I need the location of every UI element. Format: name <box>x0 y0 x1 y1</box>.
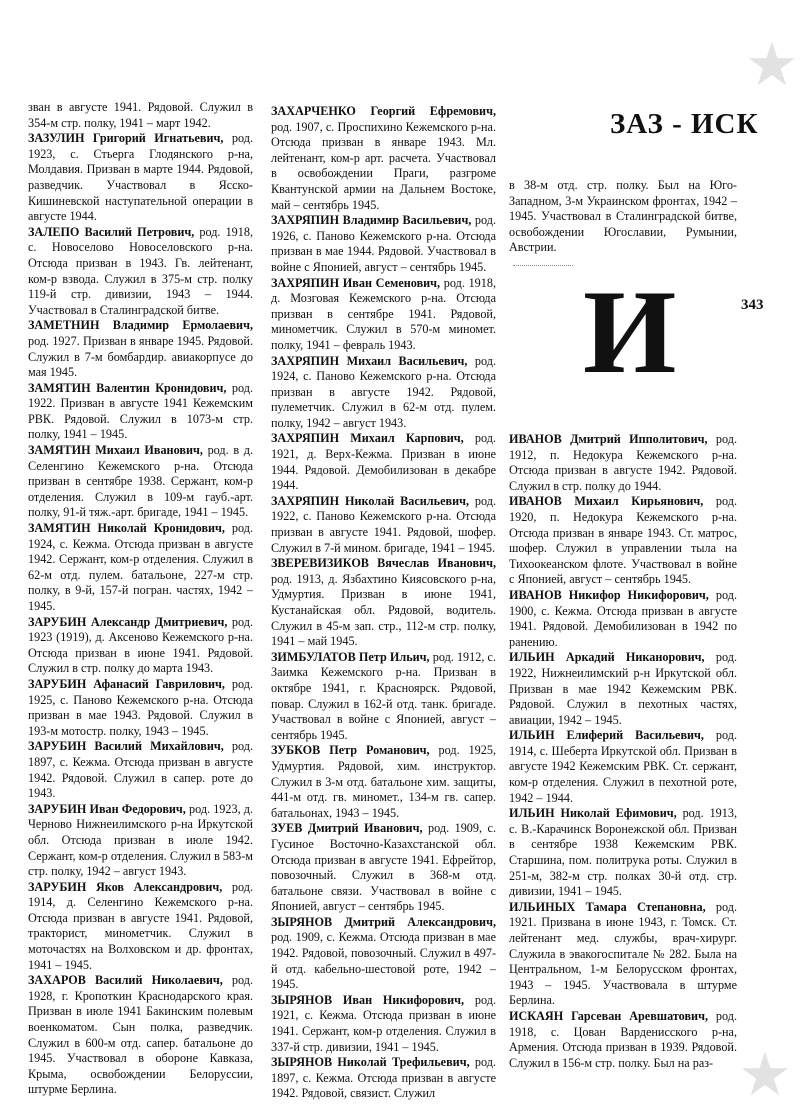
biography-entry <box>28 100 253 131</box>
entry-person-name: ЗАЗУЛИН Григорий Игнатьевич, <box>28 131 224 146</box>
entry-person-name: ЗАХРЯПИН Михаил Васильевич, <box>271 353 468 368</box>
entry-text: род. 1914, с. Шеберта Иркутской обл. Призван в августе 1942 Кежемским РВК. Ст. сержант, ком-р отделения. Служил в пехотной роте, 1942 – 1944. <box>509 728 737 805</box>
biography-entry <box>271 213 496 275</box>
entry-person-name: ЗАРУБИН Афанасий Гаврилович, <box>28 676 225 691</box>
page-number: 343 <box>741 297 764 313</box>
biography-entry <box>509 494 737 588</box>
biography-entry <box>28 973 253 1098</box>
entry-person-name: ИВАНОВ Никифор Никифорович, <box>509 587 709 602</box>
entry-person-name: ЗВЕРЕВИЗИКОВ Вячеслав Иванович, <box>271 556 496 571</box>
entry-person-name: ИЛЬИН Николай Ефимович, <box>509 806 677 821</box>
entry-text: род. 1913, с. В.-Карачинск Воронежской обл. Призван в сентябре 1938 Кежемским РВК. Старшина, пом. политрука роты. Служил в 251-м, 382-м стр. полках 30-й отд. стр. дивизии, 1941 – 1945. <box>509 806 737 899</box>
entry-text: род. 1913, д. Язбахтино Киясовского р-на, Удмуртия. Призван в июне 1941, Кустанайская обл. Рядовой, водитель. Служил в 45-м зап. стр., 112-м стр. полку, 1941 – май 1945. <box>271 571 496 649</box>
biography-entry <box>28 131 253 225</box>
entry-text: род. 1922. Призван в августе 1941 Кежемским РВК. Рядовой. Служил в 1073-м стр. полку, 1941 – 1945. <box>28 380 253 442</box>
biography-entry <box>271 650 496 744</box>
entry-text: род. 1912, с. Заимка Кежемского р-на. Призван в октябре 1941, г. Красноярск. Рядовой, повар. Служил в 162-й отд. танк. бригаде. Участвовал в войне с Японией, август – сентябрь 1945. <box>271 649 496 742</box>
entry-text: род. 1925, Удмуртия. Рядовой, хим. инструктор. Служил в 3-м отд. батальоне хим. защиты, 441-м отд. гв. миномет., 134-м гв. сапер. батальонах, 1943 – 1945. <box>271 743 496 820</box>
page-header-range: ЗАЗ - ИСК <box>610 108 759 140</box>
entry-text: род. 1918, с. Цован Варденисского р-на, Армения. Отсюда призван в 1939. Рядовой. Служил в 156-м стр. полку. Был на раз- <box>509 1008 737 1070</box>
biography-entry <box>509 728 737 806</box>
entry-text: род. 1918, д. Мозговая Кежемского р-на. Отсюда призван в сентябре 1941. Рядовой, минометчик. Служил в 570-м миномет. полку, 1941 – февраль 1943. <box>271 275 496 352</box>
entry-person-name: ЗЫРЯНОВ Николай Трефильевич, <box>271 1055 470 1070</box>
biography-entry <box>28 615 253 677</box>
entry-text: род. 1926, с. Паново Кежемского р-на. Отсюда призван в мае 1944. Рядовой. Участвовал в войне с Японией, август – сентябрь 1945. <box>271 213 496 274</box>
entry-person-name: ЗАРУБИН Иван Федорович, <box>28 801 186 816</box>
biography-entry <box>28 225 253 319</box>
watermark-star-icon: ★ <box>745 30 799 100</box>
biography-entry <box>509 806 737 900</box>
entry-person-name: ЗАРУБИН Александр Дмитриевич, <box>28 614 228 629</box>
biography-entry <box>509 588 737 650</box>
entry-person-name: ЗУБКОВ Петр Романович, <box>271 743 430 758</box>
biography-entry <box>509 178 737 256</box>
entry-text: род. 1923 (1919), д. Аксеново Кежемского р-на. Отсюда призван в июне 1941. Рядовой. Служил в стр. полку до марта 1943. <box>28 614 253 676</box>
section-letter: И <box>583 265 677 398</box>
biography-entry <box>28 802 253 880</box>
column-2 <box>271 104 496 1102</box>
entry-text: род. 1914, д. Селенгино Кежемского р-на. Отсюда призван в августе 1941. Рядовой, тракторист, минометчик. Служил в моточастях на Волховском и др. фронтах, 1941 – 1945. <box>28 879 253 972</box>
entry-person-name: ЗАХРЯПИН Николай Васильевич, <box>271 493 470 508</box>
biography-entry <box>28 381 253 443</box>
entry-person-name: ЗИМБУЛАТОВ Петр Ильич, <box>271 649 430 664</box>
biography-entry <box>271 494 496 556</box>
entry-text: род. 1923, с. Стьерга Глодянского р-на, Молдавия. Призван в марте 1944. Рядовой, разведчик. Участвовал в Ясско-Кишиневской наступательной операции в августе 1944. <box>28 131 253 224</box>
entry-person-name: ЗАМЯТИН Валентин Кронидович, <box>28 380 227 395</box>
entry-person-name: ИЛЬИН Елиферий Васильевич, <box>509 728 704 743</box>
biography-entry <box>509 900 737 1009</box>
entry-person-name: ИЛЬИН Аркадий Никанорович, <box>509 650 705 665</box>
biography-entry <box>509 650 737 728</box>
biography-entry <box>509 432 737 494</box>
entry-person-name: ЗАЛЕПО Василий Петрович, <box>28 224 195 239</box>
biography-entry <box>28 880 253 974</box>
biography-entry <box>271 104 496 213</box>
entry-person-name: ЗЫРЯНОВ Иван Никифорович, <box>271 992 465 1007</box>
entry-text: род. 1907, с. Проспихино Кежемского р-на. Отсюда призван в январе 1943. Мл. лейтенант, ком-р арт. расчета. Участвовал в освобождении Праги, разгроме Квантунской армии на Дальнем Востоке, май – сентябрь 1945. <box>271 119 496 212</box>
entry-person-name: ЗАХРЯПИН Михаил Карпович, <box>271 431 464 446</box>
biography-entry <box>271 276 496 354</box>
entry-text: в 38-м отд. стр. полку. Был на Юго-Западном, 3-м Украинском фронтах, 1942 – 1945. Участвовал в Сталинградской битве, освобождении Югославии, Румынии, Австрии. <box>509 178 737 255</box>
entry-text: род. 1922, Нижнеилимский р-н Иркутской обл. Призван в мае 1942 Кежемским РВК. Рядовой. Служил в пехотных частях, авиации, 1942 – 1945. <box>509 650 737 727</box>
entry-text: род. 1909, с. Гусиное Восточно-Казахстанской обл. Отсюда призван в августе 1941. Ефрейтор, повозочный. Служил в 368-м отд. батальоне связи. Участвовал в войне с Японией, август – сентябрь 1945. <box>271 821 497 914</box>
entry-person-name: ИВАНОВ Дмитрий Ипполитович, <box>509 432 708 446</box>
entry-text: род. 1924, с. Кежма. Отсюда призван в августе 1942. Сержант, ком-р отделения. Служил в 62-м отд. пулем. батальоне, 227-м стр. полку, в 9-й, 157-й погран. частях, 1942 – 1945. <box>28 521 253 613</box>
entry-text: род. 1918, с. Новоселово Новоселовского р-на. Отсюда призван в 1943. Гв. лейтенант, ком-р взвода. Служил в 375-м стр. полку 119-й стр. дивизии, 1943 – 1944. Участвовал в Сталинградской битве. <box>28 224 254 317</box>
entry-person-name: ЗАМЯТИН Николай Кронидович, <box>28 521 225 536</box>
biography-entry <box>509 1009 737 1071</box>
entry-person-name: ЗАРУБИН Василий Михайлович, <box>28 739 224 754</box>
entry-text: род. в д. Селенгино Кежемского р-на. Отсюда призван в сентябре 1938. Сержант, ком-р отделения. Служил в 109-м гауб.-арт. полку, 91-й тяж.-арт. бригаде, 1941 – 1945. <box>28 443 254 520</box>
entry-person-name: ЗАМЯТИН Михаил Иванович, <box>28 443 203 458</box>
column-3-top <box>509 178 737 256</box>
biography-entry <box>28 677 253 739</box>
biography-entry <box>271 556 496 650</box>
biography-entry <box>271 431 496 493</box>
biography-entry <box>271 743 496 821</box>
biography-entry <box>271 915 496 993</box>
column-1 <box>28 100 253 1098</box>
biography-entry <box>28 443 253 521</box>
entry-text: род. 1928, г. Кропоткин Краснодарского края. Призван в июле 1941 Бакинским полевым военкоматом. Сын полка, разведчик. Служил в 600-м отд. сапер. батальоне до 1945. Участвовал в обороне Кавказа, Крыма, освобождении Белоруссии, штурме Берлина. <box>28 973 253 1097</box>
entry-text: род. 1921, д. Верх-Кежма. Призван в июне 1944. Рядовой. Демобилизован в декабре 1944. <box>271 431 496 493</box>
entry-person-name: ИВАНОВ Михаил Кирьянович, <box>509 494 704 509</box>
entry-text: род. 1912, п. Недокура Кежемского р-на. Отсюда призван в августе 1942. Рядовой. Служил в стр. полку до 1944. <box>509 432 738 493</box>
entry-person-name: ЗЫРЯНОВ Дмитрий Александрович, <box>271 914 496 929</box>
entry-text: род. 1923, д. Черново Нижнеилимского р-на Иркутской обл. Отсюда призван в июле 1942. Сержант, ком-р отделения. Служил в 583-м стр. полку, 1942 – август 1943. <box>28 801 253 879</box>
column-3-bottom <box>509 432 737 1071</box>
entry-text: род. 1897, с. Кежма. Отсюда призван в августе 1942. Рядовой, связист. Служил <box>271 1055 496 1101</box>
entry-text: род. 1925, с. Паново Кежемского р-на. Отсюда призван в мае 1943. Рядовой. Служил в 193-м мотостр. полку, 1943 – 1945. <box>28 676 254 738</box>
biography-entry <box>271 993 496 1055</box>
entry-text: род. 1900, с. Кежма. Отсюда призван в августе 1941. Рядовой. Демобилизован в 1942 по ранению. <box>509 587 738 649</box>
biography-entry <box>271 354 496 432</box>
entry-text: зван в августе 1941. Рядовой. Служил в 354-м стр. полку, 1941 – март 1942. <box>28 100 253 130</box>
entry-text: род. 1922, с. Паново Кежемского р-на. Отсюда призван в августе 1941. Рядовой, шофер. Служил в 7-й мином. бригаде, 1941 – 1945. <box>271 493 496 555</box>
entry-person-name: ЗУЕВ Дмитрий Иванович, <box>271 821 423 836</box>
header-dotted-rule <box>513 265 573 266</box>
entry-text: род. 1897, с. Кежма. Отсюда призван в августе 1942. Рядовой. Служил в сапер. роте до 1943. <box>28 739 253 801</box>
entry-person-name: ЗАМЕТНИН Владимир Ермолаевич, <box>28 318 253 333</box>
watermark-star-icon: ★ <box>738 1040 792 1110</box>
entry-person-name: ЗАРУБИН Яков Александрович, <box>28 879 223 894</box>
biography-entry <box>271 821 496 915</box>
entry-text: род. 1921, с. Кежма. Отсюда призван в июне 1941. Сержант, ком-р отделения. Служил в 337-й стр. дивизии, 1941 – 1945. <box>271 992 496 1054</box>
entry-text: род. 1909, с. Кежма. Отсюда призван в мае 1942. Рядовой, повозочный. Служил в 497-й отд. кабельно-шестовой роте, 1942 – 1945. <box>271 930 496 992</box>
entry-person-name: ЗАХРЯПИН Иван Семенович, <box>271 275 441 290</box>
entry-text: род. 1924, с. Паново Кежемского р-на. Отсюда призван в августе 1942. Рядовой, пулеметчик. Служил в 62-м отд. пулем. полку, 1942 – август 1943. <box>271 353 496 430</box>
entry-text: род. 1927. Призван в январе 1945. Рядовой. Служил в 7-м бомбардир. авиакорпусе до мая 1945. <box>28 333 253 380</box>
entry-person-name: ЗАХРЯПИН Владимир Васильевич, <box>271 213 472 228</box>
biography-entry <box>28 318 253 380</box>
entry-text: род. 1921. Призвана в июне 1943, г. Томск. Ст. лейтенант мед. службы, врач-хирург. Служила в эвакогоспитале № 282. Была на Центральном, 1-м Белорусском фронтах, 1943 – 1945. Участвовала в штурме Берлина. <box>509 899 737 1008</box>
entry-person-name: ИЛЬИНЫХ Тамара Степановна, <box>509 899 706 914</box>
biography-entry <box>28 521 253 615</box>
entry-text: род. 1920, п. Недокура Кежемского р-на. Отсюда призван в январе 1943. Ст. матрос, шофер. Служил в управлении тыла на Тихоокеанском флоте. Участвовал в войне с Японией, август – сентябрь 1945. <box>509 494 738 587</box>
entry-person-name: ЗАХАРЧЕНКО Георгий Ефремович, <box>271 104 496 118</box>
entry-person-name: ЗАХАРОВ Василий Николаевич, <box>28 973 223 988</box>
entry-person-name: ИСКАЯН Гарсеван Аревшатович, <box>509 1008 708 1023</box>
biography-entry <box>28 739 253 801</box>
